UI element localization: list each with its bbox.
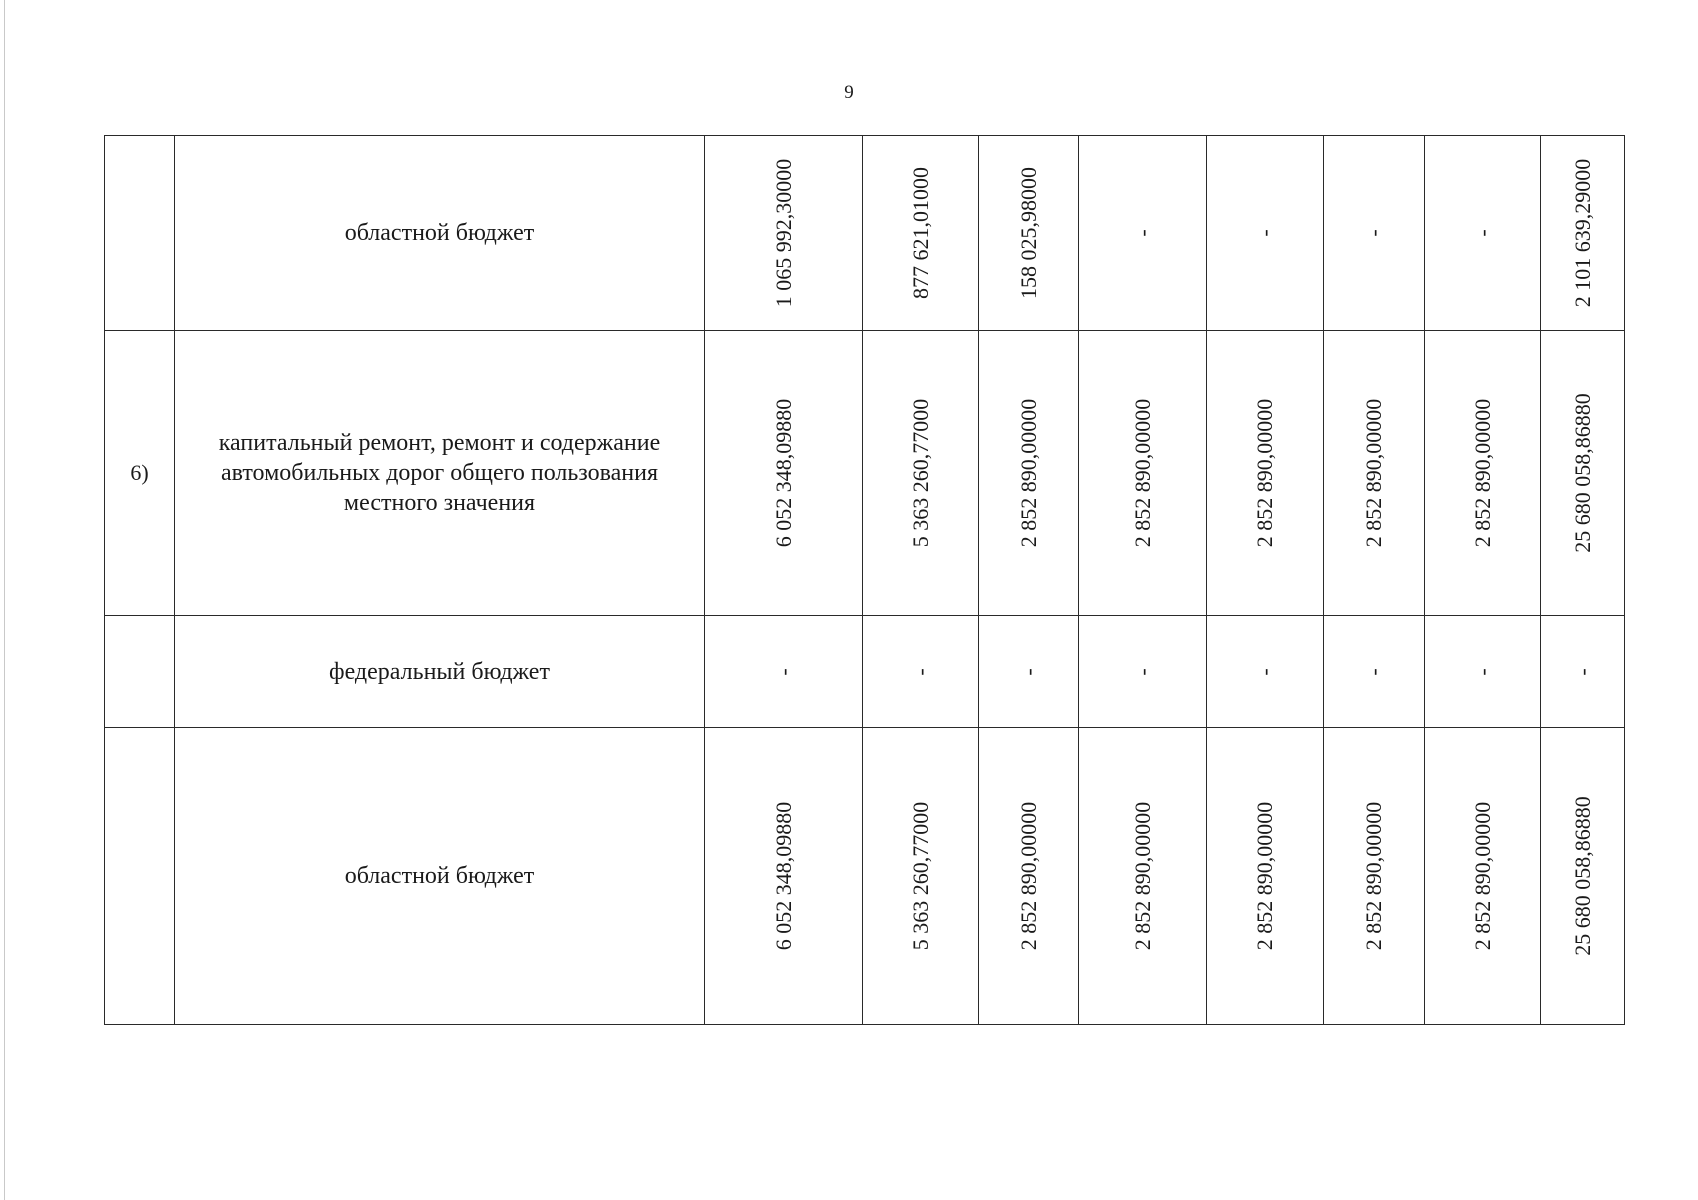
value-text: 1 065 992,30000	[770, 158, 796, 308]
value-cell	[1425, 616, 1541, 728]
value-text: -	[907, 667, 933, 676]
row-label: областной бюджет	[175, 136, 705, 331]
value-cell	[979, 616, 1079, 728]
value-text: 2 852 890,00000	[1469, 801, 1495, 951]
value-cell	[705, 616, 863, 728]
value-cell	[863, 136, 979, 331]
row-number	[105, 728, 175, 1025]
value-cell	[1207, 728, 1324, 1025]
value-text: -	[1129, 229, 1155, 237]
row-label: областной бюджет	[175, 728, 705, 1025]
value-cell	[1324, 728, 1425, 1025]
value-cell	[1541, 331, 1625, 616]
value-text: 2 852 890,00000	[1015, 801, 1041, 951]
value-cell	[1207, 616, 1324, 728]
value-cell	[1079, 331, 1207, 616]
page-number: 9	[844, 82, 854, 103]
value-cell	[979, 728, 1079, 1025]
value-cell	[1324, 136, 1425, 331]
value-text: -	[1252, 229, 1277, 237]
value-cell	[1541, 616, 1625, 728]
table-row-federal-budget	[105, 616, 1625, 728]
scan-edge-line	[4, 0, 5, 1200]
value-text: 6 052 348,09880	[770, 801, 796, 951]
value-cell	[705, 136, 863, 331]
value-cell	[705, 728, 863, 1025]
value-text: -	[770, 667, 796, 676]
value-cell	[1425, 136, 1541, 331]
value-text: 877 621,01000	[907, 167, 933, 299]
row-number	[105, 136, 175, 331]
value-cell	[1079, 616, 1207, 728]
value-text: 2 852 890,00000	[1129, 398, 1155, 548]
value-cell	[1324, 616, 1425, 728]
table-row-regional-budget-2	[105, 728, 1625, 1025]
value-cell	[863, 616, 979, 728]
value-text: -	[1015, 667, 1041, 676]
value-text: -	[1569, 667, 1595, 676]
budget-table	[104, 135, 1625, 1025]
value-text: 25 680 058,86880	[1569, 393, 1595, 553]
value-cell	[705, 331, 863, 616]
value-cell	[1425, 331, 1541, 616]
value-text: -	[1469, 229, 1495, 237]
value-text: 2 852 890,00000	[1015, 398, 1041, 548]
value-text: 2 852 890,00000	[1129, 801, 1155, 951]
value-text: 6 052 348,09880	[770, 398, 796, 548]
value-cell	[1207, 331, 1324, 616]
value-text: 2 101 639,29000	[1569, 158, 1595, 308]
value-text: 2 852 890,00000	[1252, 801, 1277, 951]
value-cell	[1541, 136, 1625, 331]
value-text: 158 025,98000	[1015, 167, 1041, 299]
value-text: -	[1469, 667, 1495, 676]
value-cell	[1425, 728, 1541, 1025]
row-number	[105, 616, 175, 728]
value-text: 25 680 058,86880	[1569, 796, 1595, 956]
value-text: -	[1129, 667, 1155, 676]
value-cell	[979, 136, 1079, 331]
row-number: 6)	[105, 331, 175, 616]
value-cell	[863, 331, 979, 616]
value-cell	[1207, 136, 1324, 331]
value-text: 2 852 890,00000	[1252, 398, 1277, 548]
value-cell	[1541, 728, 1625, 1025]
value-text: 5 363 260,77000	[907, 801, 933, 951]
value-text: 2 852 890,00000	[1361, 801, 1386, 951]
value-cell	[1079, 136, 1207, 331]
row-label: капитальный ремонт, ремонт и содержание автомобильных дорог общего пользования местного значения	[175, 331, 705, 616]
value-text: 2 852 890,00000	[1469, 398, 1495, 548]
value-cell	[1324, 331, 1425, 616]
value-cell	[979, 331, 1079, 616]
table-row-road-repair	[105, 331, 1625, 616]
value-text: 5 363 260,77000	[907, 398, 933, 548]
value-text: -	[1252, 667, 1277, 676]
value-text: 2 852 890,00000	[1361, 398, 1386, 548]
value-text: -	[1361, 229, 1386, 237]
row-label: федеральный бюджет	[175, 616, 705, 728]
value-cell	[863, 728, 979, 1025]
table-row-regional-budget-1	[105, 136, 1625, 331]
value-cell	[1079, 728, 1207, 1025]
value-text: -	[1361, 667, 1386, 676]
